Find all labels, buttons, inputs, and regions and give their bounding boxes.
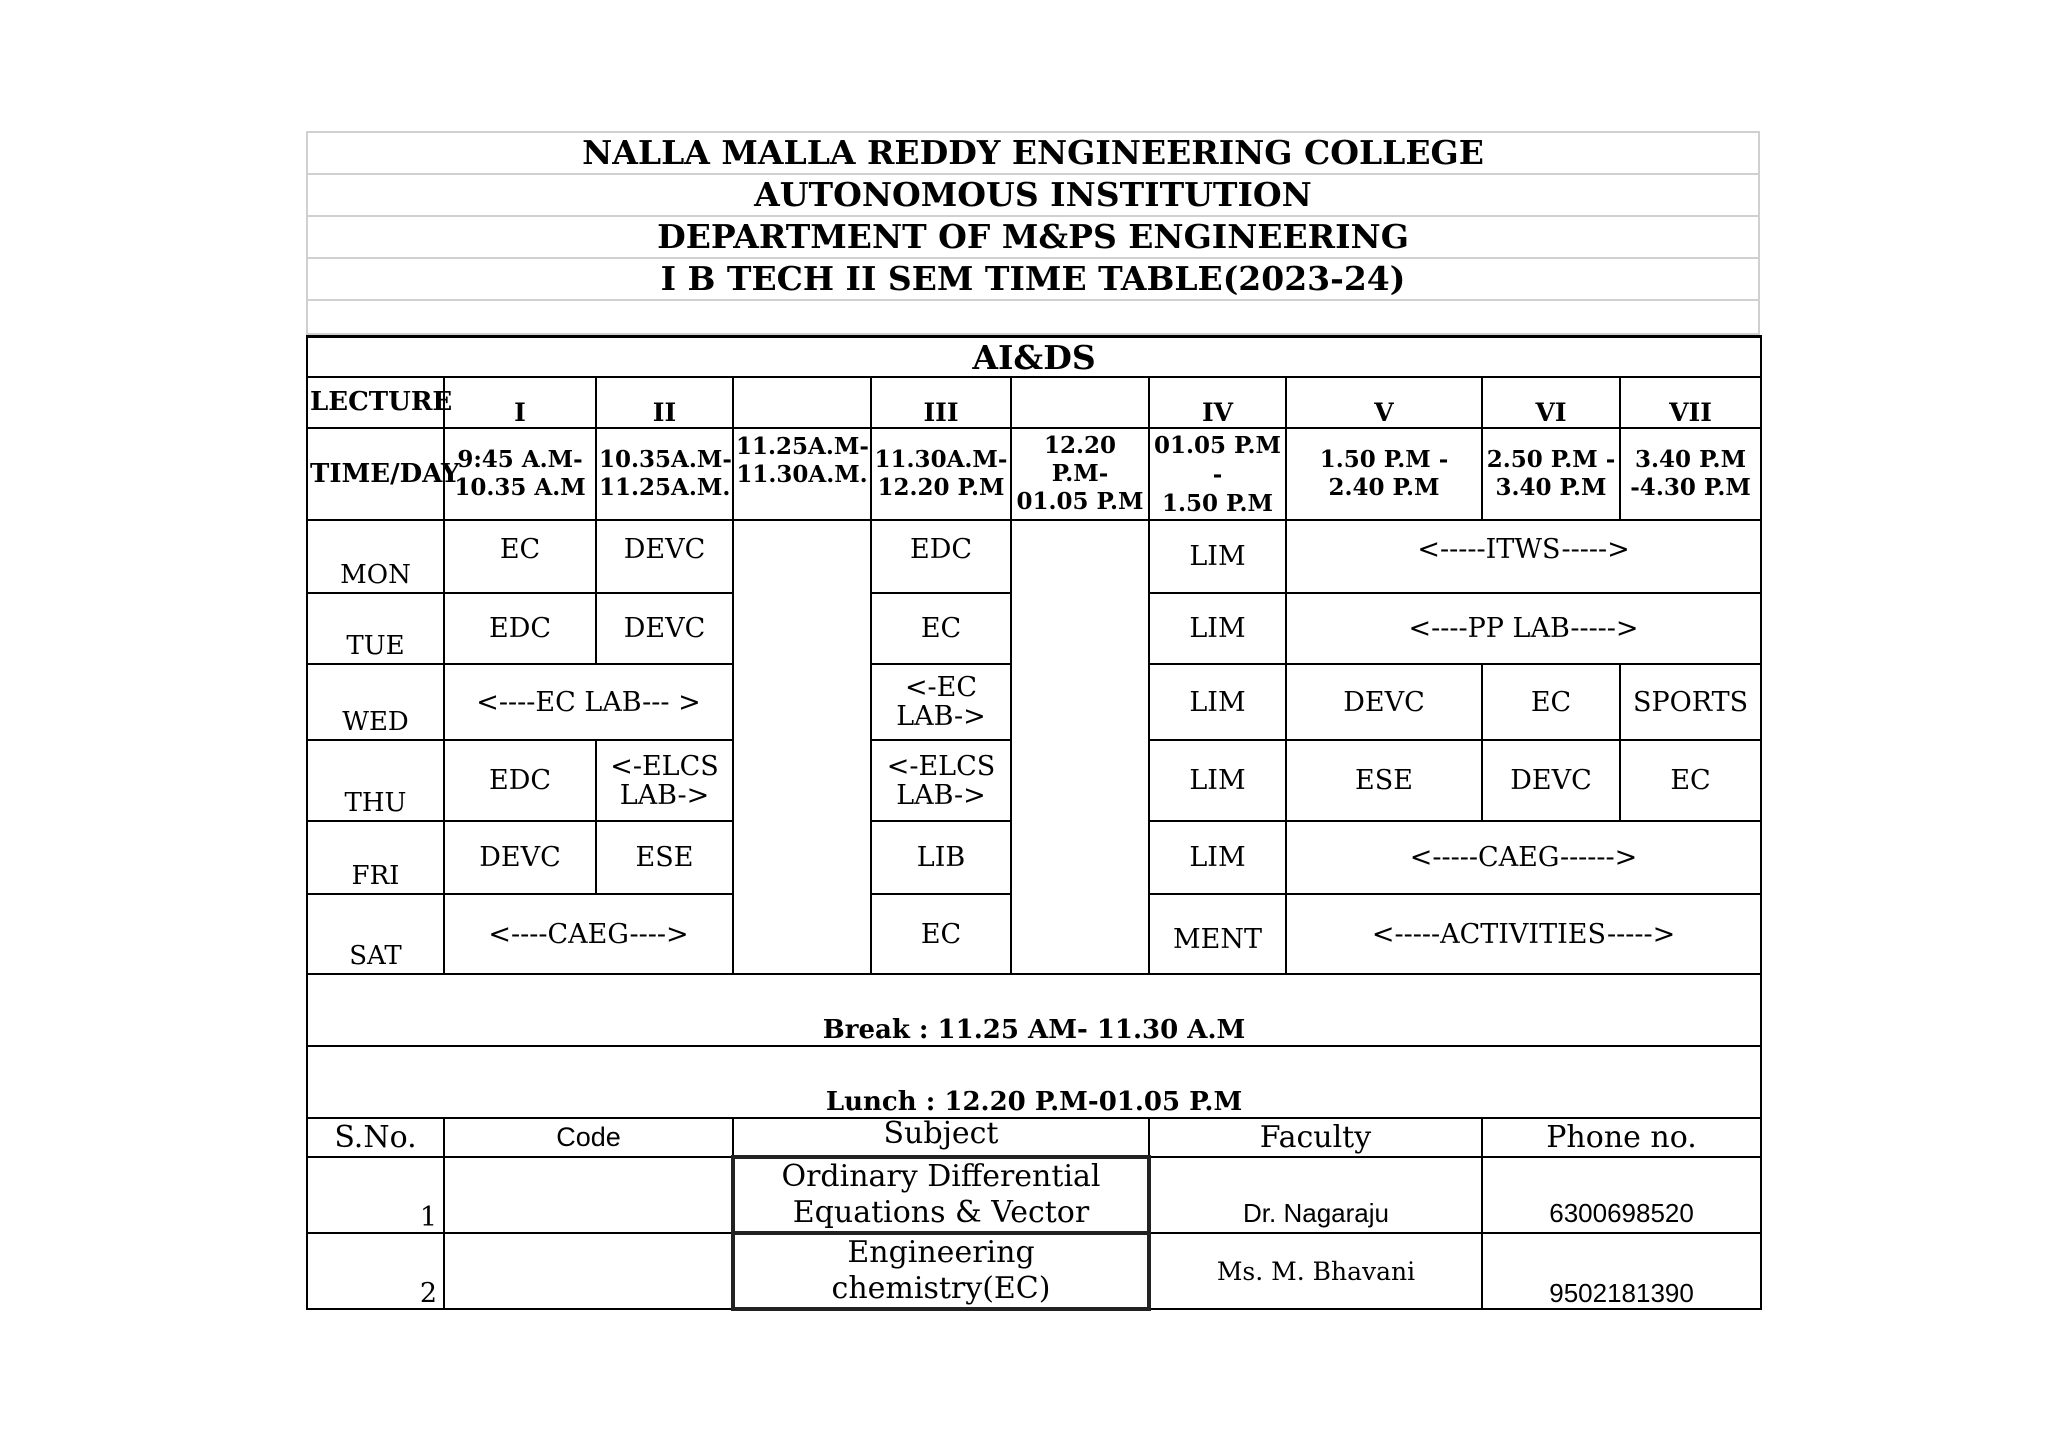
timetable-grid — [306, 335, 1762, 1311]
time-p7: 3.40 P.M -4.30 P.M — [1620, 428, 1761, 520]
mon-p4: LIM — [1149, 520, 1286, 593]
time-p6: 2.50 P.M - 3.40 P.M — [1482, 428, 1620, 520]
fri-p4: LIM — [1149, 821, 1286, 894]
day-fri: FRI — [307, 821, 444, 894]
fri-afternoon: <-----CAEG------> — [1286, 821, 1761, 894]
break-note: Break : 11.25 AM- 11.30 A.M — [307, 974, 1761, 1046]
tue-p2: DEVC — [596, 593, 733, 664]
mon-p2: DEVC — [596, 520, 733, 593]
thu-p6: DEVC — [1482, 740, 1620, 821]
thu-p2: <-ELCS LAB-> — [596, 740, 733, 821]
tue-p4: LIM — [1149, 593, 1286, 664]
row1-phone: 6300698520 — [1482, 1157, 1761, 1233]
wed-p4: LIM — [1149, 664, 1286, 740]
header-block — [306, 131, 1760, 335]
mon-afternoon: <-----ITWS-----> — [1286, 520, 1761, 593]
thu-p5: ESE — [1286, 740, 1482, 821]
period-vi: VI — [1482, 377, 1620, 428]
time-lunch: 12.20 P.M- 01.05 P.M — [1011, 428, 1149, 520]
sat-p1-p2: <----CAEG----> — [444, 894, 733, 974]
day-wed: WED — [307, 664, 444, 740]
thu-p4: LIM — [1149, 740, 1286, 821]
wed-p6: EC — [1482, 664, 1620, 740]
timeday-label: TIME/DAY — [307, 428, 444, 520]
col-code: Code — [444, 1118, 733, 1157]
thu-p1: EDC — [444, 740, 596, 821]
lunch-column — [1011, 520, 1149, 974]
col-subject: Subject — [733, 1118, 1149, 1157]
period-lunch — [1011, 377, 1149, 428]
row2-sno: 2 — [307, 1233, 444, 1309]
lunch-note: Lunch : 12.20 P.M-01.05 P.M — [307, 1046, 1761, 1118]
row1-faculty: Dr. Nagaraju — [1149, 1157, 1482, 1233]
wed-p7: SPORTS — [1620, 664, 1761, 740]
time-p4-start: 01.05 P.M — [1154, 431, 1281, 459]
mon-p1: EC — [444, 520, 596, 593]
fri-p2: ESE — [596, 821, 733, 894]
institution-type: AUTONOMOUS INSTITUTION — [307, 174, 1759, 216]
time-p1: 9:45 A.M- 10.35 A.M — [444, 428, 596, 520]
time-p4-end: 1.50 P.M — [1162, 489, 1273, 517]
period-break — [733, 377, 871, 428]
fri-p1: DEVC — [444, 821, 596, 894]
time-p2: 10.35A.M- 11.25A.M. — [596, 428, 733, 520]
thu-p3: <-ELCS LAB-> — [871, 740, 1011, 821]
col-faculty: Faculty — [1149, 1118, 1482, 1157]
period-vii: VII — [1620, 377, 1761, 428]
row2-phone: 9502181390 — [1482, 1233, 1761, 1309]
tue-p3: EC — [871, 593, 1011, 664]
mon-p3: EDC — [871, 520, 1011, 593]
time-p5: 1.50 P.M - 2.40 P.M — [1286, 428, 1482, 520]
period-iii: III — [871, 377, 1011, 428]
row1-subject: Ordinary Differential Equations & Vector — [733, 1157, 1149, 1233]
college-name: NALLA MALLA REDDY ENGINEERING COLLEGE — [307, 132, 1759, 174]
period-ii: II — [596, 377, 733, 428]
tue-afternoon: <----PP LAB-----> — [1286, 593, 1761, 664]
col-sno: S.No. — [307, 1118, 444, 1157]
col-phone: Phone no. — [1482, 1118, 1761, 1157]
wed-p5: DEVC — [1286, 664, 1482, 740]
row2-code — [444, 1233, 733, 1309]
thu-p7: EC — [1620, 740, 1761, 821]
timetable-sheet — [306, 131, 1760, 1311]
section-title: AI&DS — [307, 337, 1761, 378]
time-p3: 11.30A.M- 12.20 P.M — [871, 428, 1011, 520]
row2-faculty: Ms. M. Bhavani — [1149, 1233, 1482, 1309]
tue-p1: EDC — [444, 593, 596, 664]
wed-p1-p2: <----EC LAB--- > — [444, 664, 733, 740]
sat-p4: MENT — [1149, 894, 1286, 974]
row1-sno: 1 — [307, 1157, 444, 1233]
period-v: V — [1286, 377, 1482, 428]
row1-code — [444, 1157, 733, 1233]
sat-afternoon: <-----ACTIVITIES-----> — [1286, 894, 1761, 974]
department-name: DEPARTMENT OF M&PS ENGINEERING — [307, 216, 1759, 258]
break-column — [733, 520, 871, 974]
day-sat: SAT — [307, 894, 444, 974]
day-mon: MON — [307, 520, 444, 593]
day-thu: THU — [307, 740, 444, 821]
period-i: I — [444, 377, 596, 428]
time-break: 11.25A.M- 11.30A.M. — [733, 428, 871, 520]
sat-p3: EC — [871, 894, 1011, 974]
timetable-title: I B TECH II SEM TIME TABLE(2023-24) — [307, 258, 1759, 300]
fri-p3: LIB — [871, 821, 1011, 894]
time-p4-dash: - — [1212, 460, 1223, 488]
time-p4 — [1149, 428, 1286, 520]
wed-p3: <-EC LAB-> — [871, 664, 1011, 740]
row2-subject: Engineering chemistry(EC) — [733, 1233, 1149, 1309]
day-tue: TUE — [307, 593, 444, 664]
period-iv: IV — [1149, 377, 1286, 428]
blank-row — [307, 300, 1759, 334]
lecture-label: LECTURE — [307, 377, 444, 428]
